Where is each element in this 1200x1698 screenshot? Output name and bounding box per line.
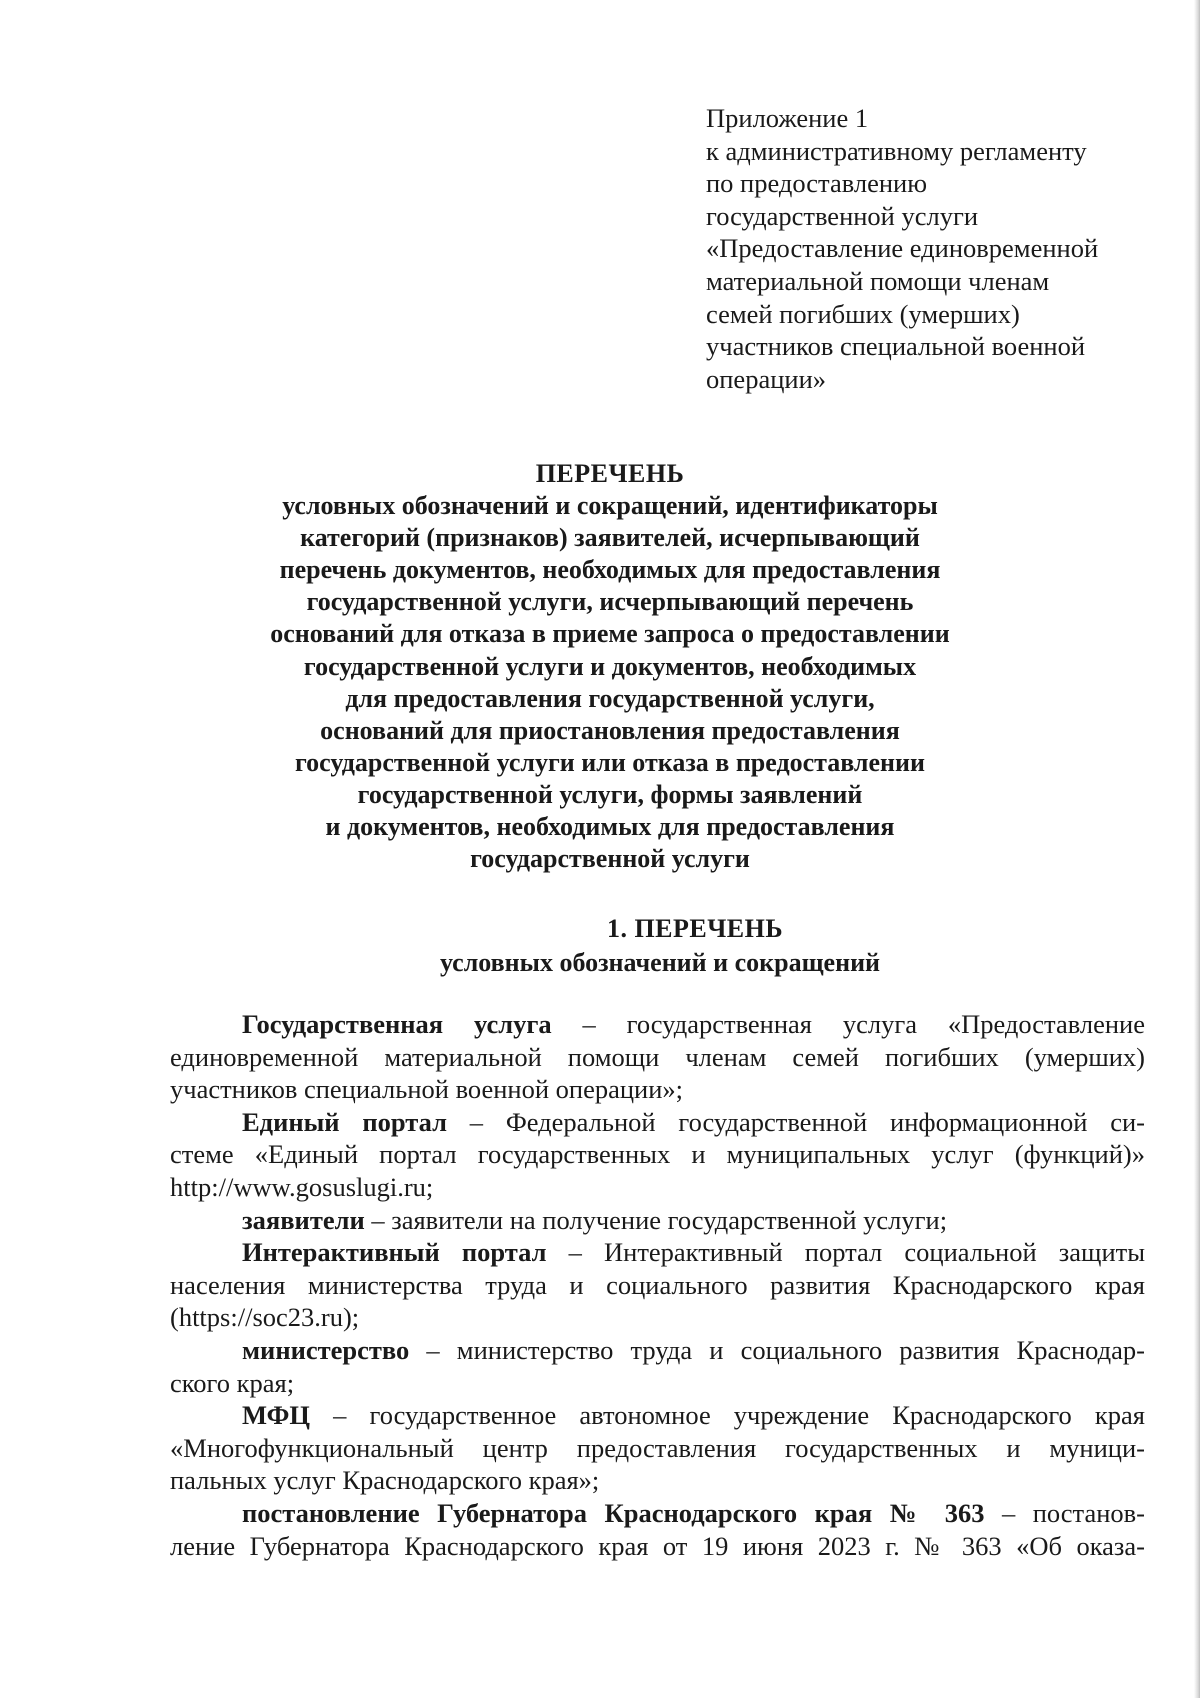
definition-item [170,1008,1145,1106]
definition-text: – постанов- [984,1497,1145,1528]
title-line: для предоставления государственной услуги, [345,683,875,713]
definition-line: http://www.gosuslugi.ru; [170,1171,434,1202]
definition-line: ление Губернатора Краснодарского края от 19 июня 2023 г. № 363 «Об оказа- [170,1530,1145,1561]
title-line: категорий (признаков) заявителей, исчерпывающий [300,523,920,553]
appendix-line: «Предоставление единовременной [706,233,1099,264]
document-title [150,458,1070,875]
definition-item [170,1497,1145,1562]
definition-item [170,1204,1145,1237]
definition-term: министерство [242,1334,410,1365]
title-line: государственной услуги [470,844,750,874]
title-main: ПЕРЕЧЕНЬ [535,459,685,488]
appendix-line: к административному регламенту [706,135,1087,166]
section-1-header [150,912,1170,980]
definition-first-line [170,1008,1145,1041]
definition-line: участников специальной военной операции»; [170,1074,684,1105]
title-line: государственной услуги и документов, необходимых [303,651,917,681]
definition-first-line [170,1106,1145,1139]
appendix-header [706,102,1176,395]
definition-item [170,1106,1145,1204]
definition-text: – министерство труда и социального развития Краснодар- [409,1334,1145,1365]
title-line: условных обозначений и сокращений, идентификаторы [282,491,938,521]
title-line: оснований для приостановления предоставления [320,715,900,745]
appendix-line: материальной помощи членам [706,265,1050,296]
definition-text: – заявители на получение государственной услуги; [364,1204,948,1235]
definition-first-line [170,1204,1145,1237]
definition-text: – государственное автономное учреждение Краснодарского края [310,1400,1145,1431]
title-line: и документов, необходимых для предоставления [325,812,895,842]
definition-text: – Федеральной государственной информационной си- [446,1106,1145,1137]
definition-line: «Многофункциональный центр предоставления государственных и муници- [170,1432,1145,1463]
definition-line: населения министерства труда и социального развития Краснодарского края [170,1269,1145,1300]
appendix-line: участников специальной военной [706,331,1086,362]
definitions-list [170,1008,1145,1562]
title-line: государственной услуги или отказа в предоставлении [294,747,926,777]
section-heading: 1. ПЕРЕЧЕНЬ [606,914,784,943]
section-subheading: условных обозначений и сокращений [439,948,881,977]
title-line: государственной услуги, исчерпывающий перечень [306,587,914,617]
definition-term: постановление Губернатора Краснодарского края № 363 [242,1497,985,1528]
title-line: оснований для отказа в приеме запроса о предоставлении [270,619,950,649]
page-edge-shadow [1194,0,1200,1698]
definition-first-line [170,1236,1145,1269]
definition-first-line [170,1334,1145,1367]
appendix-line: по предоставлению [706,168,928,199]
definition-item [170,1399,1145,1497]
appendix-line: Приложение 1 [706,103,869,133]
definition-item [170,1334,1145,1399]
definition-line: стеме «Единый портал государственных и муниципальных услуг (функций)» [170,1139,1145,1170]
definition-line: ского края; [170,1367,295,1398]
definition-item [170,1236,1145,1334]
appendix-line: операции» [706,363,827,394]
definition-first-line [170,1399,1145,1432]
definition-first-line [170,1497,1145,1530]
definition-line: единовременной материальной помощи членам семей погибших (умерших) [170,1041,1145,1072]
definition-line: (https://soc23.ru); [170,1302,360,1333]
title-line: государственной услуги, формы заявлений [357,779,863,809]
appendix-line: семей погибших (умерших) [706,298,1020,329]
definition-term: Государственная услуга [242,1009,552,1039]
definition-line: пальных услуг Краснодарского края»; [170,1465,600,1496]
definition-term: МФЦ [242,1400,311,1431]
appendix-line: государственной услуги [706,200,979,231]
definition-term: заявители [242,1204,365,1235]
title-line: перечень документов, необходимых для предоставления [279,555,941,585]
definition-term: Интерактивный портал [242,1237,547,1268]
definition-text: – государственная услуга «Предоставление [551,1009,1145,1039]
definition-term: Единый портал [242,1106,447,1137]
definition-text: – Интерактивный портал социальной защиты [546,1237,1146,1268]
